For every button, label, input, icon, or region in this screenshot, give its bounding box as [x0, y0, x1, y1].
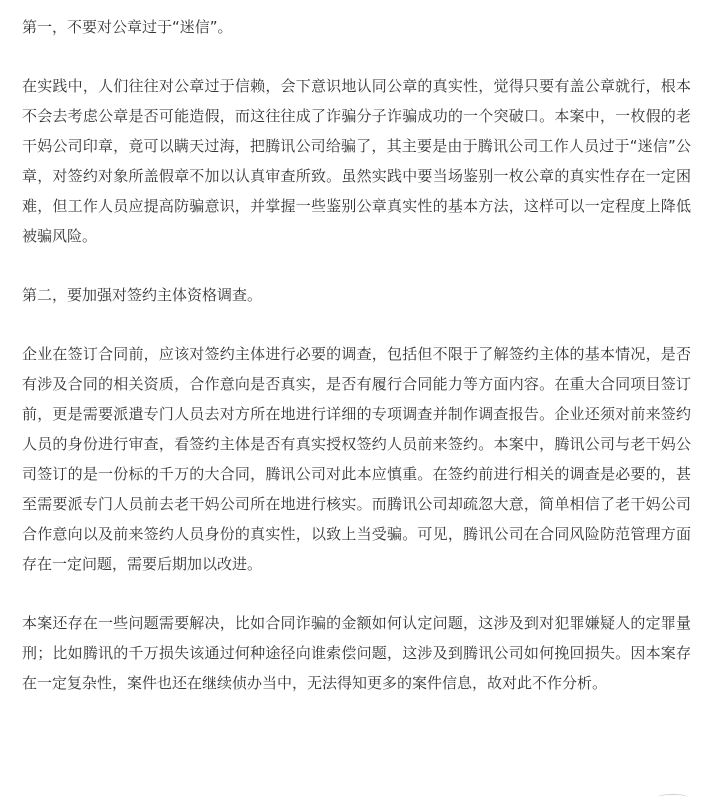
paragraph-open-issues: 本案还存在一些问题需要解决，比如合同诈骗的金额如何认定问题，这涉及到对犯罪嫌疑人的定罪量刑；比如腾讯的千万损失该通过何种途径向谁索偿问题，这涉及到腾讯公司如何挽回损失。因本案存在一定复杂性，案件也还在继续侦办当中，无法得知更多的案件信息，故对此不作分析。: [22, 614, 691, 692]
section-heading-2: 第二，要加强对签约主体资格调查。: [22, 286, 263, 304]
paragraph-signing-party-investigation: 企业在签订合同前，应该对签约主体进行必要的调查，包括但不限于了解签约主体的基本情况，是否有涉及合同的相关资质，合作意向是否真实，是否有履行合同能力等方面内容。在重大合同项目签订前，更是需要派遣专门人员去对方所在地进行详细的专项调查并制作调查报告。企业还须对前来签约人员的身份进行审查，看签约主体是否有真实授权签约人员前来签约。本案中，腾讯公司与老干妈公司签订的是一份标的千万的大合同，腾讯公司对此本应慎重。在签约前进行相关的调查是必要的，甚至需要派专门人员前去老干妈公司所在地进行核实。而腾讯公司却疏忽大意，简单相信了老干妈公司合作意向以及前来签约人员身份的真实性，以致上当受骗。可见，腾讯公司在合同风险防范管理方面存在一定问题，需要后期加以改进。: [22, 345, 691, 573]
section-heading-1: 第一，不要对公章过于“迷信”。: [22, 18, 233, 36]
scroll-edge-mark: [658, 794, 688, 800]
paragraph-official-seal: 在实践中，人们往往对公章过于信赖，会下意识地认同公章的真实性，觉得只要有盖公章就行，根本不会去考虑公章是否可能造假，而这往往成了诈骗分子诈骗成功的一个突破口。本案中，一枚假的老干妈公司印章，竟可以瞒天过海，把腾讯公司给骗了，其主要是由于腾讯公司工作人员过于“迷信”公章，对签约对象所盖假章不加以认真审查所致。虽然实践中要当场鉴别一枚公章的真实性存在一定困难，但工作人员应提高防骗意识，并掌握一些鉴别公章真实性的基本方法，这样可以一定程度上降低被骗风险。: [22, 77, 691, 245]
